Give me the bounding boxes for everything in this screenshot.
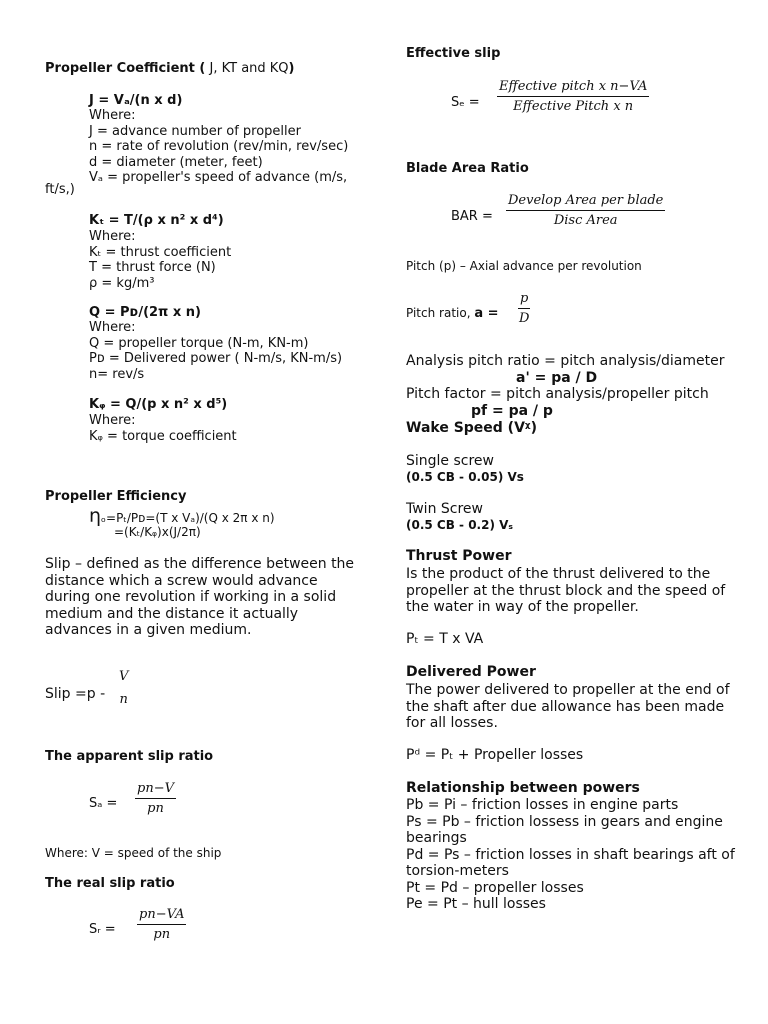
kq-formula: Kᵩ = Q/(p x n² x d⁵) [89,397,228,412]
definition: Vₐ = propeller's speed of advance (m/s, [89,170,348,185]
definition: Q = propeller torque (N-m, KN-m) [89,335,309,351]
where-label: Where: [89,413,136,428]
j-formula: J = Vₐ/(n x d) [89,93,183,108]
twin-screw-label: Twin Screw [406,501,483,517]
coeff-heading: Propeller Coefficient ( J, KT and KQ) [45,61,295,76]
efficiency-line-2: =(Kₜ/Kᵩ)x(J/2π) [114,525,201,539]
effective-slip-lhs: Sₑ = [451,95,480,110]
thrust-power-formula: Pₜ = T x VA [406,631,484,647]
kq-where-block [89,413,237,444]
numerator: Effective pitch x n−VA [497,79,649,97]
delivered-power-definition: The power delivered to propeller at the end of the shaft after due allowance has been made for all losses. [406,682,730,731]
numerator: p [518,291,530,309]
denominator: n [119,692,128,707]
definition: n= rev/s [89,366,145,382]
definition: d = diameter (meter, feet) [89,154,263,170]
analysis-pitch-formula: a' = pa / D [516,370,598,386]
delivered-power-heading: Delivered Power [406,664,536,680]
definition-continuation: ft/s,) [45,182,75,197]
relationship-list [406,797,746,913]
definition: n = rate of revolution (rev/min, rev/sec) [89,139,349,154]
where-label: Where: [89,229,136,244]
where-label: Where: [89,320,136,335]
bar-heading: Blade Area Ratio [406,161,529,176]
apparent-slip-lhs: Sₐ = [89,796,118,811]
numerator: pn−V [135,781,176,799]
bar-lhs: BAR = [451,209,493,224]
real-slip-lhs: Sᵣ = [89,922,116,937]
effective-slip-fraction [497,79,649,114]
efficiency-heading: Propeller Efficiency [45,489,187,504]
slip-definition: Slip – defined as the difference between the distance which a screw would advance during one revolution if working in a solid medium and the distance it actually advances in a given medium. [45,556,355,638]
relationship-line: Pe = Pt – hull losses [406,896,546,912]
apparent-slip-fraction [135,781,176,816]
pitch-ratio-lhs: Pitch ratio, [406,306,471,320]
delivered-power-formula: Pᵈ = Pₜ + Propeller losses [406,747,584,763]
eta-symbol: η [89,505,102,527]
relationship-line: Pb = Pi – friction losses in engine parts [406,797,679,813]
relationship-line: Ps = Pb – friction lossess in gears and engine bearings [406,813,723,846]
pitch-ratio-fraction [517,291,531,326]
numerator: Develop Area per blade [506,193,665,211]
real-slip-heading: The real slip ratio [45,876,175,891]
pitch-factor-line: Pitch factor = pitch analysis/propeller pitch [406,386,709,402]
slip-formula-lhs: Slip =p - [45,686,106,702]
real-slip-fraction [137,907,186,942]
single-screw-formula: (0.5 CB - 0.05) Vs [406,470,524,484]
twin-screw-formula: (0.5 CB - 0.2) Vₛ [406,518,513,532]
thrust-power-heading: Thrust Power [406,548,512,564]
relationship-line: Pd = Ps – friction losses in shaft bearings aft of torsion-meters [406,846,735,879]
thrust-power-definition: Is the product of the thrust delivered to the propeller at the thrust block and the speed of the water in way of the propeller. [406,566,726,615]
denominator: Effective Pitch x n [513,99,634,114]
pitch-factor-formula: pf = pa / p [471,403,553,419]
denominator: pn [153,927,171,942]
relationship-heading: Relationship between powers [406,780,640,796]
denominator: D [519,311,530,326]
efficiency-line-1: ₒ=Pₜ/Pᴅ=(T x Vₐ)/(Q x 2π x n) [101,511,275,525]
relationship-line: Pt = Pd – propeller losses [406,879,584,896]
q-formula: Q = Pᴅ/(2π x n) [89,305,201,320]
bar-fraction [506,193,665,228]
definition: J = advance number of propeller [89,123,301,139]
kt-where-block [89,229,231,291]
slip-fraction [117,669,130,707]
single-screw-label: Single screw [406,453,494,469]
where-v-note: Where: V = speed of the ship [45,846,222,860]
definition: Kₜ = thrust coefficient [89,244,232,260]
q-where-block [89,320,342,382]
definition: T = thrust force (N) [89,260,216,275]
effective-slip-heading: Effective slip [406,46,501,61]
j-where-block [89,108,348,186]
wake-speed-heading: Wake Speed (Vᵡ) [406,420,538,436]
denominator: Disc Area [553,213,618,228]
definition: Pᴅ = Delivered power ( N-m/s, KN-m/s) [89,351,343,366]
definition: ρ = kg/m³ [89,275,155,291]
pitch-ratio-label [406,306,499,321]
numerator: pn−VA [137,907,186,925]
denominator: pn [147,801,164,816]
definition: Kᵩ = torque coefficient [89,428,237,444]
apparent-slip-heading: The apparent slip ratio [45,749,214,764]
efficiency-formula [89,505,275,527]
pitch-definition: Pitch (p) – Axial advance per revolution [406,259,642,273]
pitch-ratio-a: a = [474,306,499,321]
analysis-pitch-line: Analysis pitch ratio = pitch analysis/diameter [406,353,725,369]
numerator: V [119,669,129,684]
where-label: Where: [89,108,136,123]
kt-formula: Kₜ = T/(ρ x n² x d⁴) [89,213,224,228]
